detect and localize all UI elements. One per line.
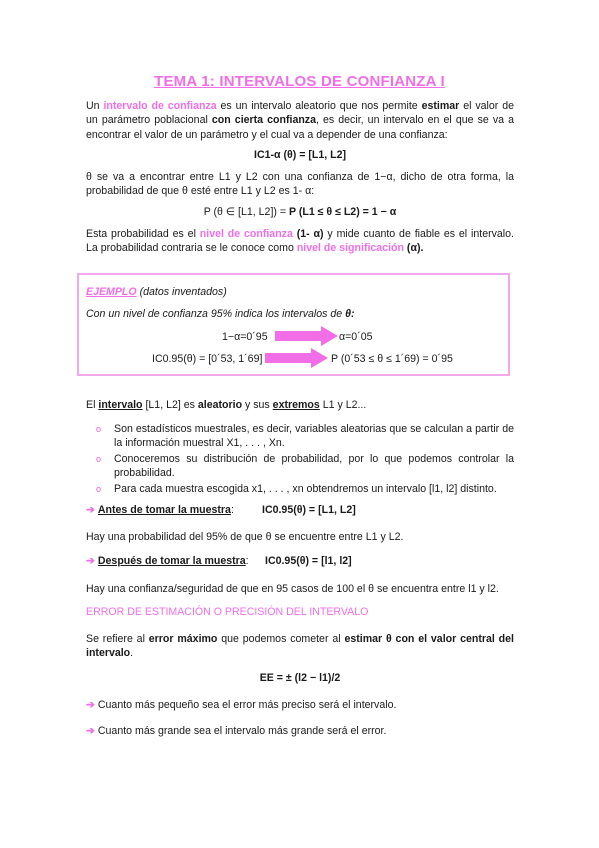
point-text: Cuanto más pequeño sea el error más preciso será el intervalo.	[97, 699, 397, 711]
term-nivel-significacion: nivel de significación	[296, 242, 404, 255]
text-run: :	[230, 504, 234, 516]
example-statement	[86, 307, 506, 321]
right-arrow-icon	[275, 326, 339, 346]
text-run: y mide cuanto de fiable es el intervalo. La probabilidad contraria se le conoce como	[86, 228, 514, 255]
formula-ee: EE = ± (l2 − l1)/2	[259, 672, 341, 684]
error-heading: ERROR DE ESTIMACIÓN O PRECISIÓN DEL INTERVALO	[86, 606, 369, 618]
term-intervalo-confianza: intervalo de confianza	[103, 100, 217, 112]
example-note: (datos inventados)	[136, 286, 227, 298]
text-run: :	[245, 555, 249, 567]
text-run: P (θ ∈ [L1, L2]) =	[203, 206, 289, 218]
theta-paragraph: θ se va a encontrar entre L1 y L2 con una confianza de 1−α, dicho de otra forma, la probabilidad de que θ esté entre L1 y L2 es 1- α:	[86, 171, 514, 198]
term-intervalo: intervalo	[98, 399, 143, 411]
text-run: es un intervalo aleatorio que nos permite	[216, 100, 422, 112]
bullet-text: Son estadísticos muestrales, es decir, variables aleatorias que se calculan a partir de la información muestral X1, . . . , Xn.	[114, 423, 514, 450]
term-aleatorio: aleatorio	[197, 399, 243, 411]
text-run: el valor de un parámetro poblacional	[86, 100, 514, 127]
right-arrow-icon: ➔	[86, 504, 95, 516]
bullet-text: Para cada muestra escogida x1, . . . , xn obtendremos un intervalo [l1, l2] distinto.	[114, 482, 497, 495]
text-run: θ:	[345, 308, 355, 320]
right-arrow-icon	[265, 348, 329, 368]
circle-bullet-icon: o	[96, 483, 102, 494]
term-cierta-confianza: con cierta confianza	[211, 114, 316, 127]
text-run: L1 y L2...	[319, 399, 367, 411]
term-estimar: estimar	[421, 100, 460, 112]
before-label: Antes de tomar la muestra	[97, 504, 231, 516]
example-label: EJEMPLO	[86, 286, 137, 298]
right-arrow-icon: ➔	[86, 725, 95, 737]
confidence-paragraph	[86, 227, 514, 256]
right-arrow-icon: ➔	[86, 555, 95, 567]
text-run: Con un nivel de confianza 95% indica los intervalos de	[86, 308, 346, 320]
after-label: Después de tomar la muestra	[97, 555, 246, 567]
formula-probability	[86, 205, 514, 219]
interval-bullets	[86, 422, 514, 497]
list-item	[86, 452, 514, 481]
text-run: El	[86, 399, 99, 411]
text-run: Se refiere al	[86, 633, 149, 645]
error-point-2	[86, 724, 514, 738]
right-arrow-icon: ➔	[86, 699, 95, 711]
text-run: Un	[86, 100, 104, 112]
point-text: Cuanto más grande sea el intervalo más grande será el error.	[97, 725, 387, 737]
example-alpha-right: α=0´05	[339, 331, 373, 343]
page-title: TEMA 1: INTERVALOS DE CONFIANZA I	[154, 73, 445, 90]
term-nivel-confianza: nivel de confianza	[199, 228, 293, 240]
text-run: (1- α)	[292, 228, 324, 240]
text-run: [L1, L2] es	[142, 399, 198, 411]
after-text: Hay una confianza/seguridad de que en 95 casos de 100 el θ se encuentra entre l1 y l2.	[86, 583, 499, 595]
list-item	[86, 482, 514, 496]
before-text: Hay una probabilidad del 95% de que θ se encuentre entre L1 y L2.	[86, 531, 404, 543]
term-error-maximo: error máximo	[148, 633, 218, 645]
text-run: , es decir, un intervalo en el que se va a encontrar el valor de un parámetro y el cual va a depender de una confianza:	[86, 114, 514, 141]
text-run: .	[130, 647, 134, 660]
circle-bullet-icon: o	[96, 424, 102, 434]
example-alpha-left: 1−α=0´95	[222, 331, 268, 343]
error-paragraph	[86, 632, 514, 661]
before-formula: IC0.95(θ) = [L1, L2]	[262, 504, 356, 516]
text-run: que podemos cometer al	[217, 633, 345, 645]
circle-bullet-icon: o	[96, 453, 102, 464]
after-formula: IC0.95(θ) = [l1, l2]	[265, 555, 352, 567]
term-estimar-theta: estimar θ con el valor central del intervalo	[86, 633, 514, 660]
bullet-text: Conoceremos su distribución de probabilidad, por lo que podemos controlar la probabilidad.	[114, 452, 514, 480]
interval-paragraph	[86, 398, 514, 412]
text-run: Esta probabilidad es el	[86, 228, 200, 240]
error-point-1	[86, 698, 514, 712]
intro-paragraph	[86, 99, 514, 142]
example-heading	[86, 285, 506, 299]
text-run: y sus	[242, 399, 273, 411]
text-run: (α).	[403, 242, 424, 255]
term-extremos: extremos	[272, 399, 320, 411]
text-run: P (L1 ≤ θ ≤ L2) = 1 − α	[289, 206, 397, 218]
list-item	[86, 422, 514, 451]
formula-ic: IC1-α (θ) = [L1, L2]	[254, 149, 346, 161]
example-ic-left: IC0.95(θ) = [0´53, 1´69]	[152, 353, 263, 365]
example-prob-right: P (0´53 ≤ θ ≤ 1´69) = 0´95	[331, 353, 453, 365]
